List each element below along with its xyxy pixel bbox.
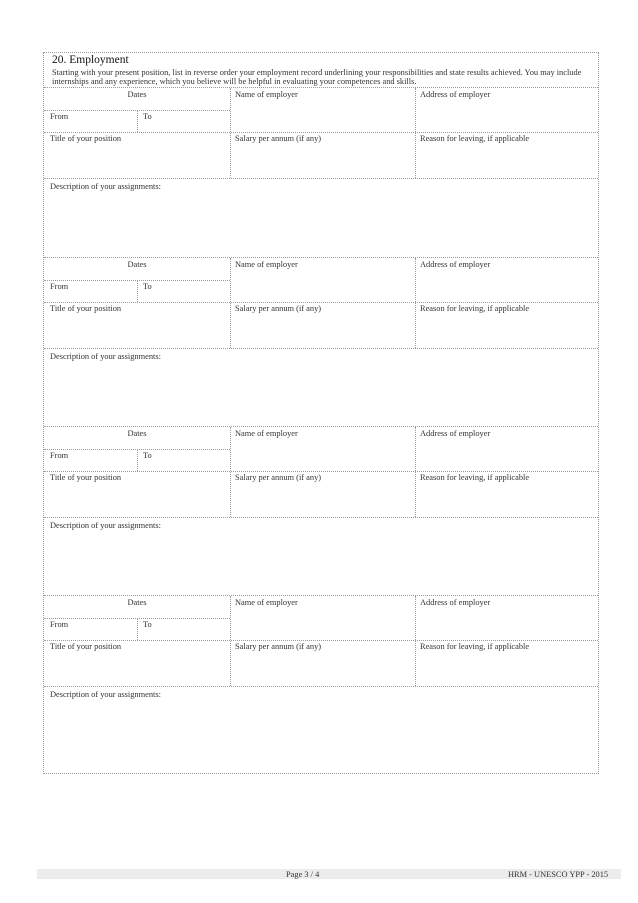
employment-record (44, 88, 598, 257)
col-divider (137, 110, 138, 132)
col-divider (415, 427, 416, 517)
employment-record (44, 426, 598, 595)
salary-field[interactable]: Salary per annum (if any) (235, 134, 322, 143)
salary-field[interactable]: Salary per annum (if any) (235, 642, 322, 651)
employment-form (43, 52, 599, 774)
position-title-field[interactable]: Title of your position (50, 134, 122, 143)
description-field[interactable]: Description of your assignments: (50, 182, 161, 191)
description-field[interactable]: Description of your assignments: (50, 690, 161, 699)
row-divider (44, 686, 598, 687)
employer-name-field[interactable]: Name of employer (235, 260, 298, 269)
from-field[interactable]: From (50, 112, 69, 121)
col-divider (137, 280, 138, 302)
reason-for-leaving-field[interactable]: Reason for leaving, if applicable (420, 134, 530, 143)
col-divider (415, 258, 416, 348)
row-divider (44, 471, 598, 472)
row-divider (44, 640, 598, 641)
col-divider (137, 618, 138, 640)
col-divider (415, 88, 416, 178)
col-divider (137, 449, 138, 471)
row-divider (44, 348, 598, 349)
employer-address-field[interactable]: Address of employer (420, 429, 491, 438)
position-title-field[interactable]: Title of your position (50, 642, 122, 651)
employer-address-field[interactable]: Address of employer (420, 598, 491, 607)
dates-label: Dates (127, 598, 147, 607)
section-header (44, 53, 598, 88)
col-divider (230, 258, 231, 348)
to-field[interactable]: To (143, 282, 152, 291)
salary-field[interactable]: Salary per annum (if any) (235, 304, 322, 313)
col-divider (230, 427, 231, 517)
dates-label: Dates (127, 260, 147, 269)
from-field[interactable]: From (50, 282, 69, 291)
to-field[interactable]: To (143, 112, 152, 121)
section-title: 20. Employment (52, 54, 129, 66)
description-field[interactable]: Description of your assignments: (50, 352, 161, 361)
col-divider (230, 596, 231, 686)
employment-record (44, 257, 598, 426)
employer-address-field[interactable]: Address of employer (420, 90, 491, 99)
section-instructions: Starting with your present position, list in reverse order your employment record underlining your responsibilities and state results achieved. You may include internships and any experience, which you believe will be helpful in evaluating your competences and skills. (52, 68, 582, 87)
row-divider (44, 178, 598, 179)
salary-field[interactable]: Salary per annum (if any) (235, 473, 322, 482)
employer-name-field[interactable]: Name of employer (235, 429, 298, 438)
employment-record (44, 595, 598, 773)
from-field[interactable]: From (50, 620, 69, 629)
row-divider (44, 132, 598, 133)
position-title-field[interactable]: Title of your position (50, 304, 122, 313)
position-title-field[interactable]: Title of your position (50, 473, 122, 482)
col-divider (230, 88, 231, 178)
page-number: Page 3 / 4 (286, 870, 320, 879)
reason-for-leaving-field[interactable]: Reason for leaving, if applicable (420, 304, 530, 313)
reason-for-leaving-field[interactable]: Reason for leaving, if applicable (420, 473, 530, 482)
row-divider (44, 302, 598, 303)
from-field[interactable]: From (50, 451, 69, 460)
employer-address-field[interactable]: Address of employer (420, 260, 491, 269)
to-field[interactable]: To (143, 620, 152, 629)
footer-reference: HRM - UNESCO YPP - 2015 (508, 870, 609, 879)
dates-label: Dates (127, 90, 147, 99)
col-divider (415, 596, 416, 686)
dates-label: Dates (127, 429, 147, 438)
reason-for-leaving-field[interactable]: Reason for leaving, if applicable (420, 642, 530, 651)
employer-name-field[interactable]: Name of employer (235, 598, 298, 607)
employer-name-field[interactable]: Name of employer (235, 90, 298, 99)
row-divider (44, 517, 598, 518)
to-field[interactable]: To (143, 451, 152, 460)
description-field[interactable]: Description of your assignments: (50, 521, 161, 530)
